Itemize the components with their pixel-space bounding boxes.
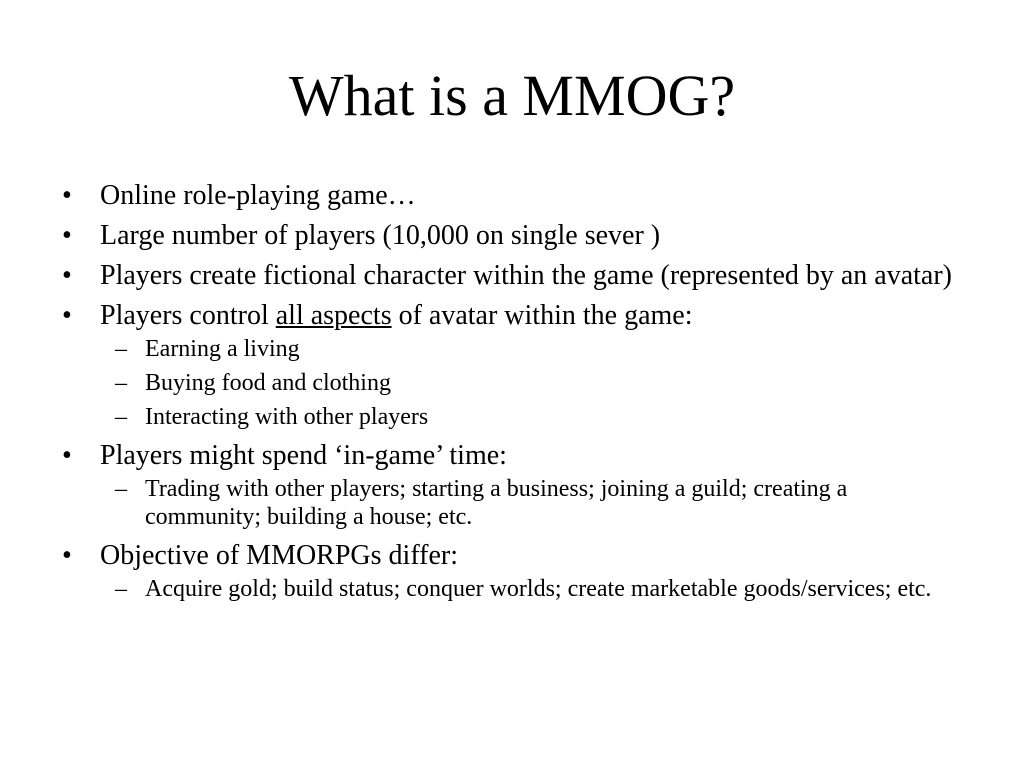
bullet-item xyxy=(60,261,960,291)
sub-bullet-list xyxy=(100,475,960,531)
bullet-text-after: of avatar within the game: xyxy=(391,300,693,331)
bullet-marker: • xyxy=(62,440,72,471)
bullet-marker: • xyxy=(62,260,72,291)
slide-title: What is a MMOG? xyxy=(288,63,736,128)
bullet-item xyxy=(60,541,960,603)
sub-bullet-item xyxy=(100,369,960,397)
bullet-item xyxy=(60,181,960,211)
sub-bullet-text: Interacting with other players xyxy=(145,404,429,430)
dash-marker: – xyxy=(115,370,127,396)
bullet-text: Players create fictional character within the game (represented by an avatar) xyxy=(100,260,953,291)
sub-bullet-item xyxy=(100,335,960,363)
bullet-item xyxy=(60,441,960,531)
bullet-text-underlined: all aspects xyxy=(275,300,392,331)
sub-bullet-list xyxy=(100,575,960,603)
bullet-text: Large number of players (10,000 on single sever ) xyxy=(100,220,661,251)
dash-marker: – xyxy=(115,576,127,602)
bullet-marker: • xyxy=(62,180,72,211)
bullet-list xyxy=(60,181,960,613)
sub-bullet-text: Buying food and clothing xyxy=(145,370,391,396)
sub-bullet-list xyxy=(100,335,960,431)
bullet-text: Players might spend ‘in-game’ time: xyxy=(100,440,507,471)
bullet-item xyxy=(60,221,960,251)
bullet-marker: • xyxy=(62,300,72,331)
bullet-text xyxy=(100,300,692,331)
sub-bullet-text: Trading with other players; starting a business; joining a guild; creating a community; building a house; etc. xyxy=(145,476,848,530)
bullet-item xyxy=(60,301,960,431)
sub-bullet-text: Earning a living xyxy=(145,336,300,362)
sub-bullet-item xyxy=(100,475,960,531)
sub-bullet-item xyxy=(100,575,960,603)
dash-marker: – xyxy=(115,476,127,502)
bullet-text: Objective of MMORPGs differ: xyxy=(100,540,458,571)
sub-bullet-item xyxy=(100,403,960,431)
bullet-marker: • xyxy=(62,220,72,251)
dash-marker: – xyxy=(115,404,127,430)
dash-marker: – xyxy=(115,336,127,362)
bullet-text: Online role-playing game… xyxy=(100,180,416,211)
bullet-text-before: Players control xyxy=(100,300,276,331)
sub-bullet-text: Acquire gold; build status; conquer worlds; create marketable goods/services; etc. xyxy=(145,576,932,602)
bullet-marker: • xyxy=(62,540,72,571)
